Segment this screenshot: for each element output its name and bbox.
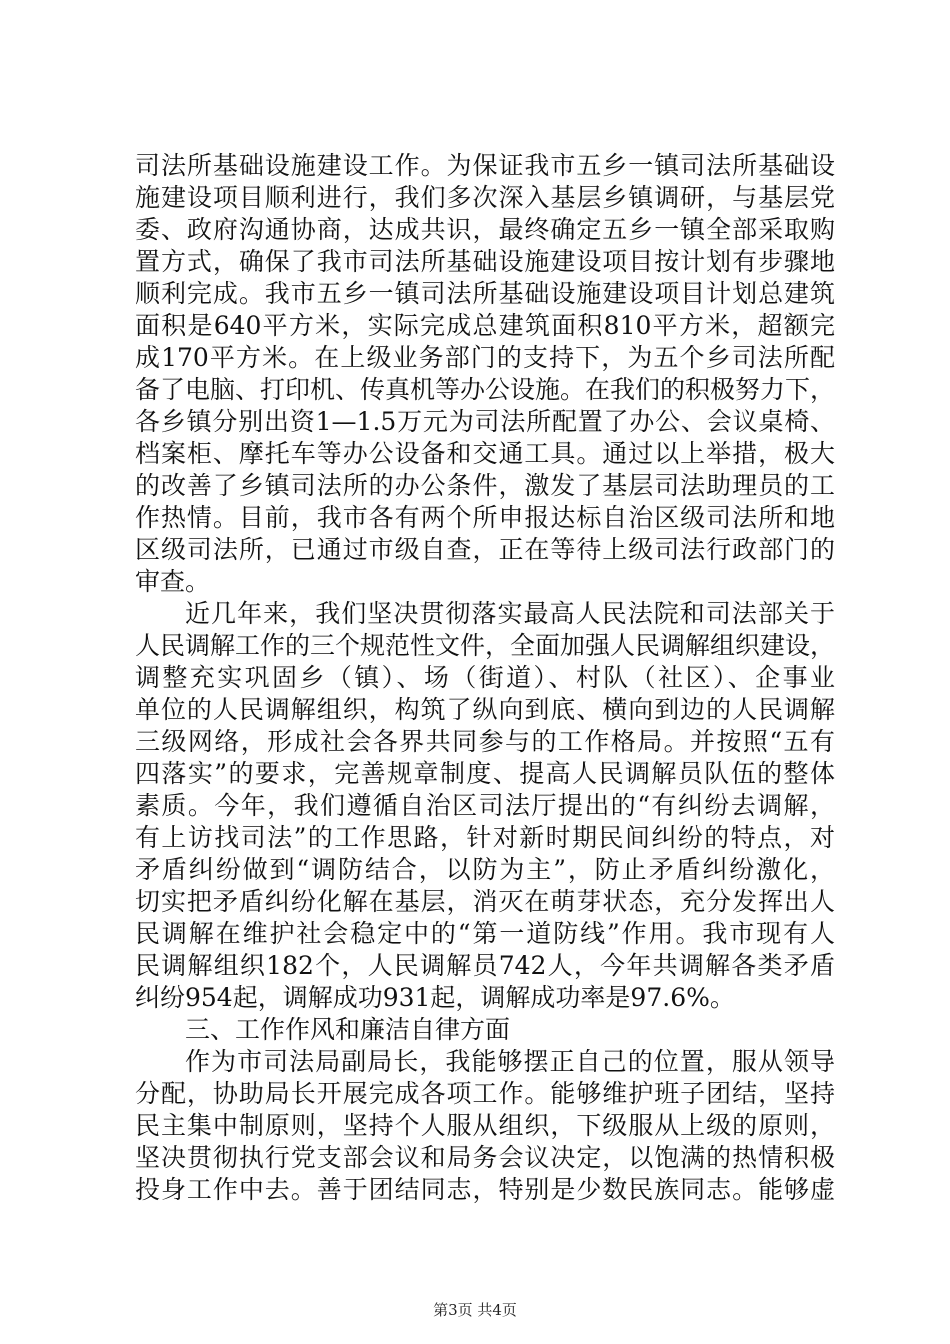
text-line: 委、政府沟通协商，达成共识，最终确定五乡一镇全部采取购 (135, 215, 835, 244)
text-line: 坚决贯彻执行党支部会议和局务会议决定，以饱满的热情积极 (135, 1143, 835, 1172)
text-line: 矛盾纠纷做到“调防结合，以防为主”，防止矛盾纠纷激化， (135, 855, 835, 884)
text-line: 纠纷954起，调解成功931起，调解成功率是97.6%。 (135, 983, 735, 1012)
text-line: 有上访找司法”的工作思路，针对新时期民间纠纷的特点，对 (135, 823, 835, 852)
text-line: 三级网络，形成社会各界共同参与的工作格局。并按照“五有 (135, 727, 835, 756)
text-line: 民调解在维护社会稳定中的“第一道防线”作用。我市现有人 (135, 919, 835, 948)
text-line: 审查。 (135, 567, 211, 596)
document-body (135, 150, 835, 1206)
text-line: 人民调解工作的三个规范性文件，全面加强人民调解组织建设， (135, 631, 836, 660)
text-line: 素质。今年，我们遵循自治区司法厅提出的“有纠纷去调解， (135, 791, 835, 820)
text-line: 顺利完成。我市五乡一镇司法所基础设施建设项目计划总建筑 (135, 279, 835, 308)
text-line: 作热情。目前，我市各有两个所申报达标自治区级司法所和地 (135, 503, 835, 532)
page-footer: 第3页 共4页 (433, 1301, 517, 1319)
text-line: 近几年来，我们坚决贯彻落实最高人民法院和司法部关于 (185, 599, 835, 628)
section-heading: 三、工作作风和廉洁自律方面 (185, 1015, 511, 1044)
text-line: 区级司法所，已通过市级自查，正在等待上级司法行政部门的 (135, 535, 835, 564)
text-line: 各乡镇分别出资1—1.5万元为司法所配置了办公、会议桌椅、 (135, 407, 835, 436)
text-line: 备了电脑、打印机、传真机等办公设施。在我们的积极努力下， (135, 375, 836, 404)
text-line: 施建设项目顺利进行，我们多次深入基层乡镇调研，与基层党 (135, 183, 835, 212)
text-line: 面积是640平方米，实际完成总建筑面积810平方米，超额完 (135, 311, 835, 340)
text-line: 档案柜、摩托车等办公设备和交通工具。通过以上举措，极大 (135, 439, 835, 468)
text-line: 分配，协助局长开展完成各项工作。能够维护班子团结，坚持 (135, 1079, 835, 1108)
text-line: 成170平方米。在上级业务部门的支持下，为五个乡司法所配 (135, 343, 835, 372)
text-line: 投身工作中去。善于团结同志，特别是少数民族同志。能够虚 (135, 1175, 835, 1204)
text-line: 调整充实巩固乡（镇）、场（街道）、村队（社区）、企事业 (135, 663, 835, 692)
text-line: 民主集中制原则，坚持个人服从组织，下级服从上级的原则， (135, 1111, 835, 1140)
text-line: 民调解组织182个，人民调解员742人，今年共调解各类矛盾 (135, 951, 835, 980)
text-line: 司法所基础设施建设工作。为保证我市五乡一镇司法所基础设 (135, 151, 835, 180)
text-line: 单位的人民调解组织，构筑了纵向到底、横向到边的人民调解 (135, 695, 835, 724)
text-line: 置方式，确保了我市司法所基础设施建设项目按计划有步骤地 (135, 247, 835, 276)
text-line: 作为市司法局副局长，我能够摆正自己的位置，服从领导 (185, 1047, 835, 1076)
text-line: 切实把矛盾纠纷化解在基层，消灭在萌芽状态，充分发挥出人 (135, 887, 835, 916)
text-line: 四落实”的要求，完善规章制度、提高人民调解员队伍的整体 (135, 759, 835, 788)
text-line: 的改善了乡镇司法所的办公条件，激发了基层司法助理员的工 (135, 471, 835, 500)
